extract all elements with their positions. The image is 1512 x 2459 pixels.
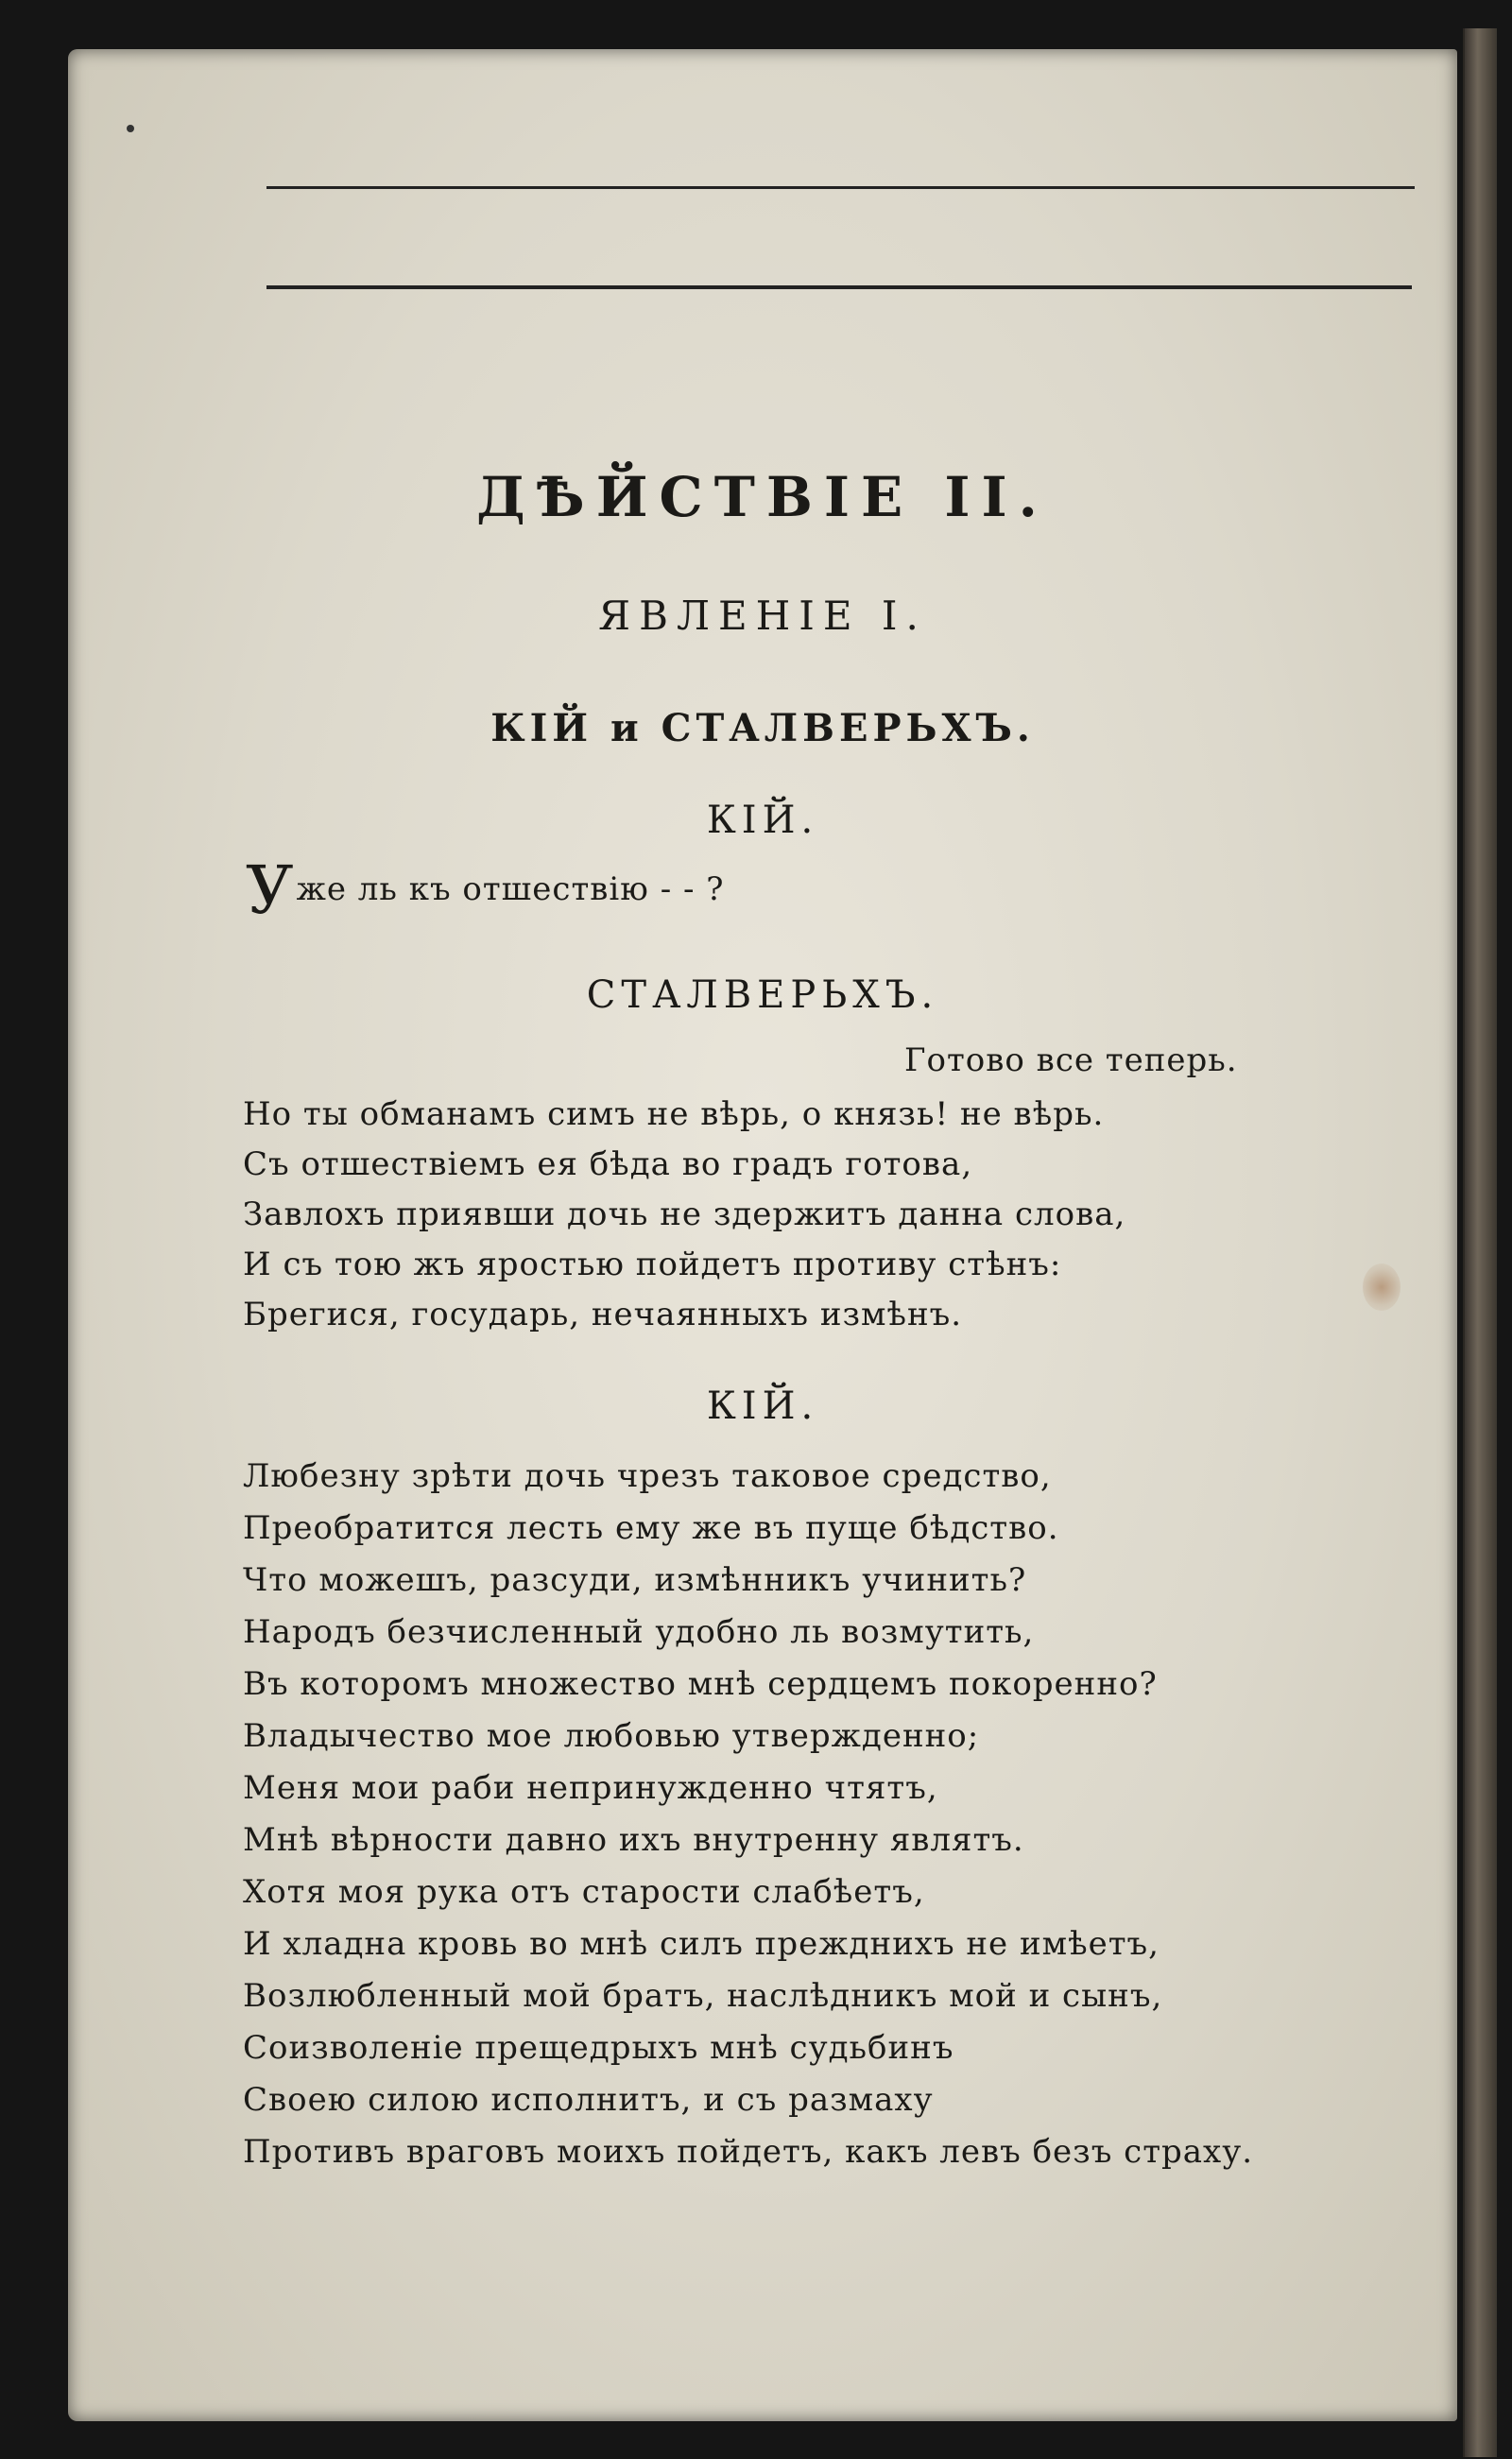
header-rule [266,285,1412,289]
verse-line: Соизволеніе прещедрыхъ мнѣ судьбинъ [243,2029,954,2067]
verse-line: Что можешъ, разсуди, измѣнникъ учинить? [243,1561,1027,1599]
verse-line: Мнѣ вѣрности давно ихъ внутренну являтъ. [243,1821,1024,1859]
verse-line: Любезну зрѣти дочь чрезъ таковое средство, [243,1457,1052,1495]
act-heading: ДѢЙСТВІЕ II. [476,465,1049,529]
verse-line: Въ которомъ множество мнѣ сердцемъ покоренно? [243,1665,1158,1703]
verse-line: Противъ враговъ моихъ пойдетъ, какъ левъ безъ страху. [243,2133,1254,2171]
verse-line: Съ отшествіемъ ея бѣда во градъ готова, [243,1145,973,1183]
verse-line: Преобратится лесть ему же въ пуще бѣдство. [243,1509,1059,1547]
verse-line: И съ тою жъ яростью пойдетъ противу стѣнъ: [243,1246,1062,1283]
verse-line [246,851,725,929]
verse-line: Меня мои раби непринужденно чтятъ, [243,1769,938,1807]
verse-line: Народъ безчисленный удобно ль возмутить, [243,1613,1035,1651]
speaker-name: КІЙ. [706,799,819,842]
verse-text: же ль къ отшествію - - ? [296,870,725,908]
speaker-name: КІЙ. [706,1384,819,1428]
verse-line: Брегися, государь, нечаянныхъ измѣнъ. [243,1296,963,1333]
verse-line: И хладна кровь во мнѣ силъ прежднихъ не имѣетъ, [243,1925,1160,1963]
verse-line: Своею силою исполнитъ, и съ размаху [243,2081,934,2119]
speaker-name: СТАЛВЕРЬХЪ. [586,973,939,1017]
verse-line: Возлюбленный мой братъ, наслѣдникъ мой и сынъ, [243,1977,1163,2015]
book-page [68,49,1457,2421]
characters-present: КІЙ и СТАЛВЕРЬХЪ. [490,706,1035,750]
ink-speck [127,125,134,132]
verse-line: Завлохъ приявши дочь не здержитъ данна слова, [243,1195,1126,1233]
top-rule [266,186,1415,189]
verse-line: Хотя моя рука отъ старости слабѣетъ, [243,1873,925,1911]
verse-line-half: Готово все теперь. [904,1041,1238,1079]
verse-line: Но ты обманамъ симъ не вѣрь, о князь! не вѣрь. [243,1095,1105,1133]
verse-line: Владычество мое любовью утвержденно; [243,1717,980,1755]
scene-heading: ЯВЛЕНІЕ I. [598,593,927,639]
drop-cap: У [246,851,295,929]
foxing-stain [1363,1264,1400,1311]
book-binding-edge [1463,28,1497,2457]
